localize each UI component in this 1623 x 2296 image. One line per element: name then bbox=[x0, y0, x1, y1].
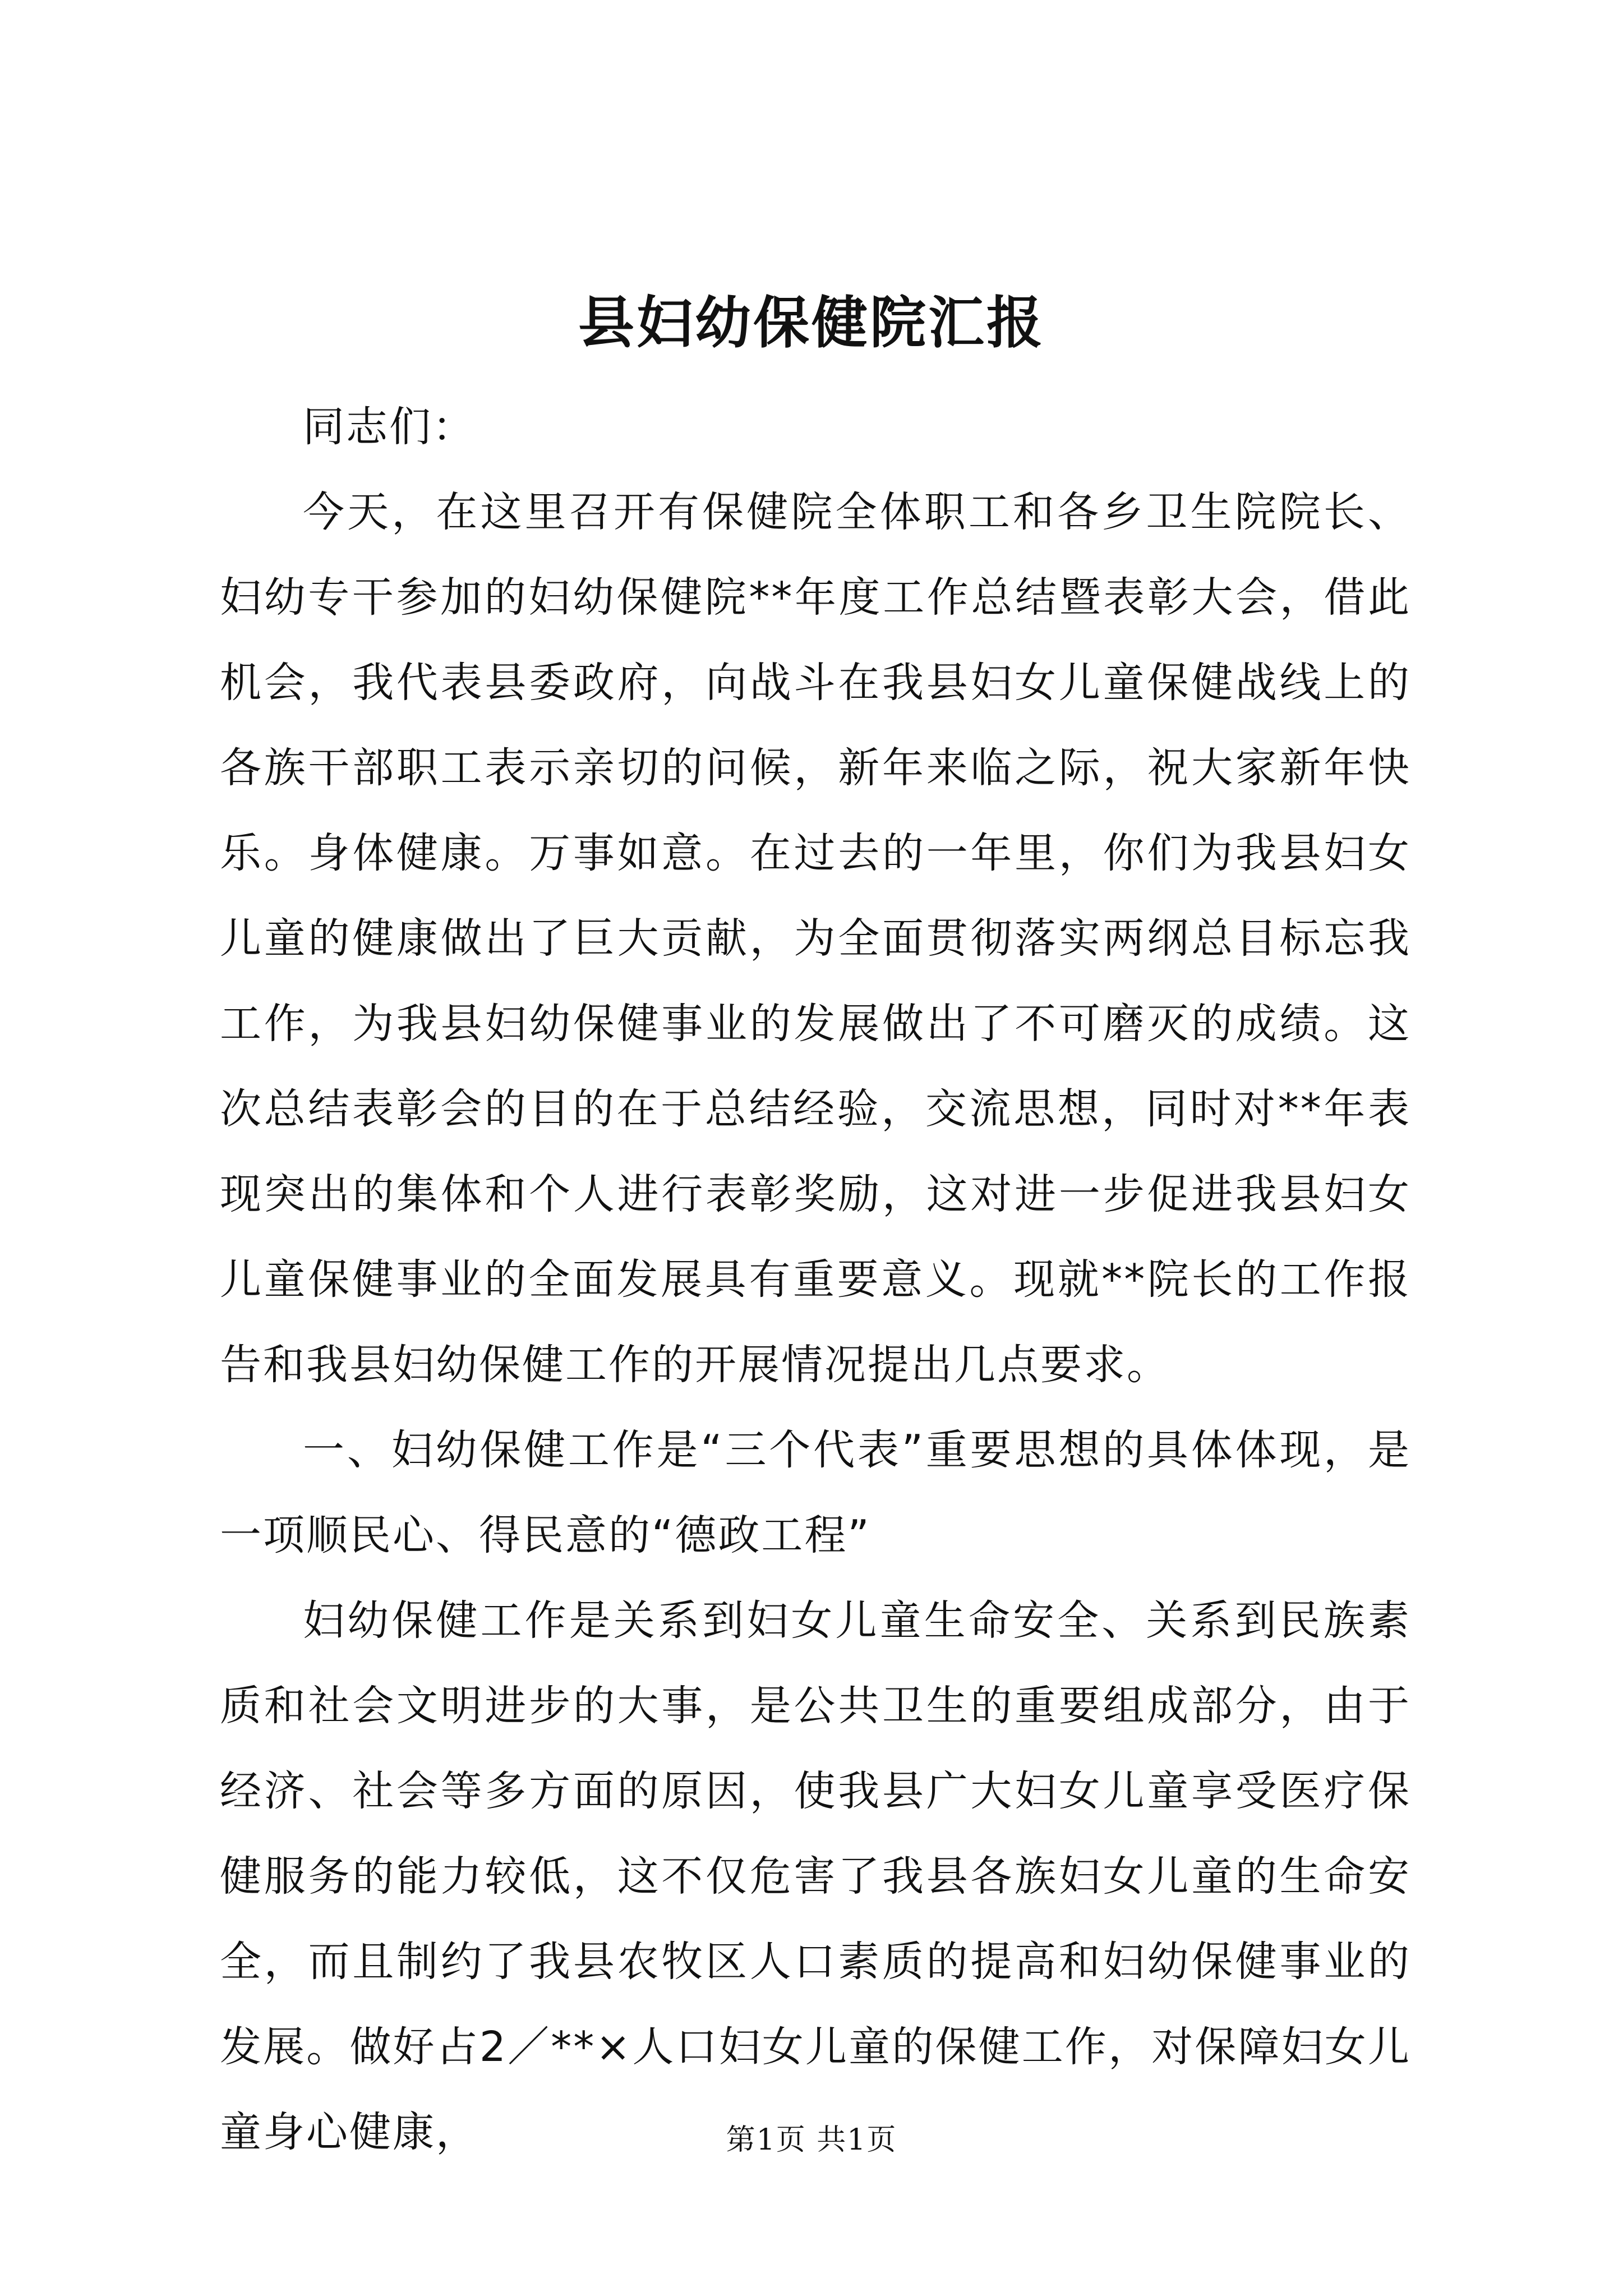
document-body bbox=[220, 384, 1411, 2175]
document-title: 县妇幼保健院汇报 bbox=[578, 289, 1045, 356]
page-footer: 第1页 共1页 bbox=[726, 2123, 897, 2157]
section-heading-paragraph: 一、妇幼保健工作是“三个代表”重要思想的具体体现，是一项顺民心、得民意的“德政工程” bbox=[220, 1426, 1411, 1559]
section-body-paragraph: 妇幼保健工作是关系到妇女儿童生命安全、关系到民族素质和社会文明进步的大事，是公共卫生的重要组成部分，由于经济、社会等多方面的原因，使我县广大妇女儿童享受医疗保健服务的能力较低，这不仅危害了我县各族妇女儿童的生命安全，而且制约了我县农牧区人口素质的提高和妇幼保健事业的发展。做好占2／**×人口妇女儿童的保健工作，对保障妇女儿童身心健康， bbox=[220, 1596, 1411, 2156]
opening-paragraph: 今天，在这里召开有保健院全体职工和各乡卫生院院长、妇幼专干参加的妇幼保健院**年度工作总结暨表彰大会，借此机会，我代表县委政府，向战斗在我县妇女儿童保健战线上的各族干部职工表示亲切的问候，新年来临之际，祝大家新年快乐。身体健康。万事如意。在过去的一年里，你们为我县妇女儿童的健康做出了巨大贡献，为全面贯彻落实两纲总目标忘我工作，为我县妇幼保健事业的发展做出了不可磨灭的成绩。这次总结表彰会的目的在于总结经验，交流思想，同时对**年表现突出的集体和个人进行表彰奖励，这对进一步促进我县妇女儿童保健事业的全面发展具有重要意义。现就**院长的工作报告和我县妇幼保健工作的开展情况提出几点要求。 bbox=[220, 488, 1411, 1389]
salutation-paragraph: 同志们： bbox=[303, 403, 476, 451]
